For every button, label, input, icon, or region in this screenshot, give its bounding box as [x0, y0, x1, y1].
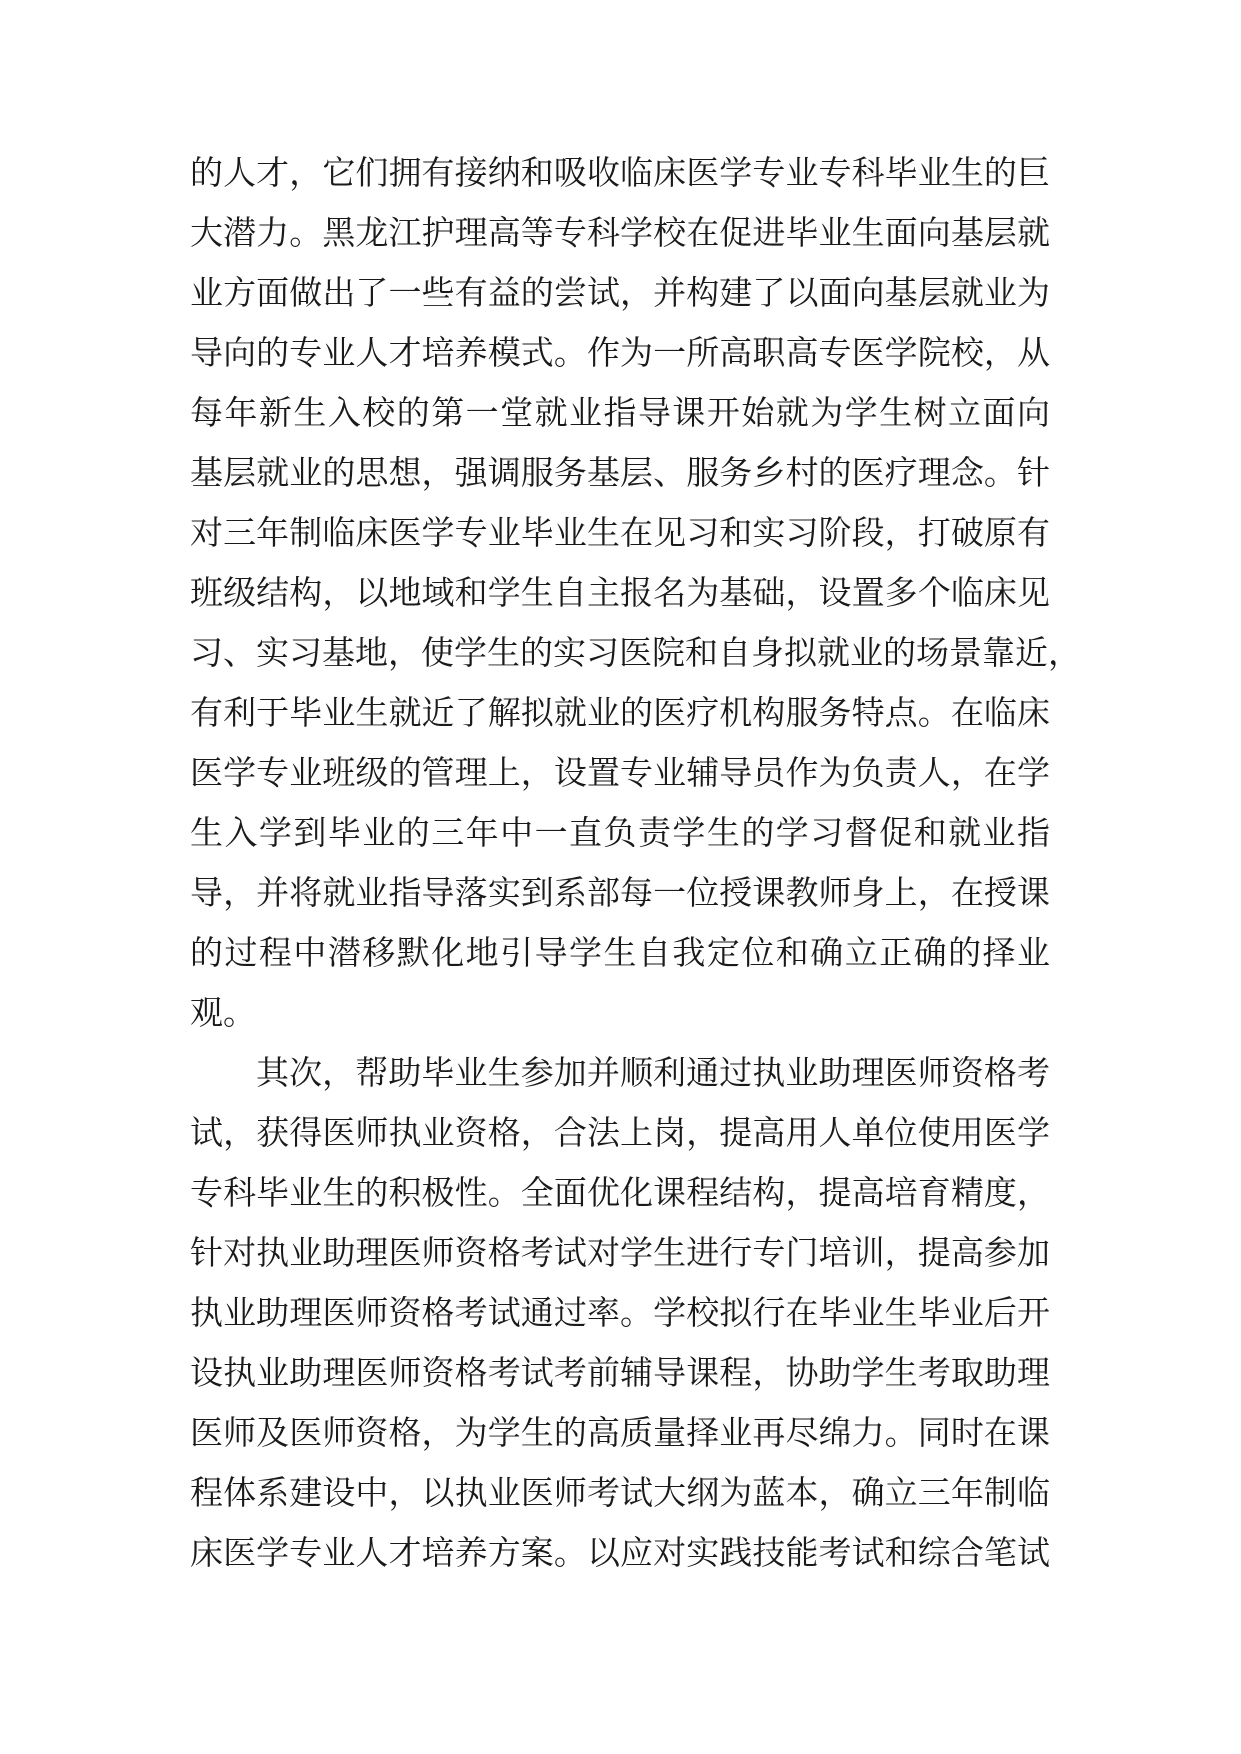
text-line: 执业助理医师资格考试通过率。学校拟行在毕业生毕业后开	[190, 1293, 1050, 1332]
text-line: 医师及医师资格，为学生的高质量择业再尽绵力。同时在课	[190, 1413, 1050, 1452]
text-line: 试，获得医师执业资格，合法上岗，提高用人单位使用医学	[190, 1113, 1050, 1152]
text-line: 程体系建设中，以执业医师考试大纲为蓝本，确立三年制临	[190, 1473, 1050, 1512]
text-line: 其次，帮助毕业生参加并顺利通过执业助理医师资格考	[256, 1053, 1050, 1092]
text-line: 针对执业助理医师资格考试对学生进行专门培训，提高参加	[190, 1233, 1050, 1272]
text-line: 医学专业班级的管理上，设置专业辅导员作为负责人，在学	[190, 753, 1050, 792]
text-line: 业方面做出了一些有益的尝试，并构建了以面向基层就业为	[190, 273, 1050, 312]
text-line: 设执业助理医师资格考试考前辅导课程，协助学生考取助理	[190, 1353, 1050, 1392]
text-line: 习、实习基地，使学生的实习医院和自身拟就业的场景靠近，	[190, 633, 1081, 672]
text-line: 班级结构，以地域和学生自主报名为基础，设置多个临床见	[190, 573, 1050, 612]
text-line: 导，并将就业指导落实到系部每一位授课教师身上，在授课	[190, 873, 1050, 912]
text-line: 观。	[190, 993, 256, 1032]
text-line: 的过程中潜移默化地引导学生自我定位和确立正确的择业	[190, 933, 1050, 972]
text-line: 生入学到毕业的三年中一直负责学生的学习督促和就业指	[190, 813, 1050, 852]
text-line: 有利于毕业生就近了解拟就业的医疗机构服务特点。在临床	[190, 693, 1050, 732]
text-line: 床医学专业人才培养方案。以应对实践技能考试和综合笔试	[190, 1533, 1050, 1572]
text-line: 大潜力。黑龙江护理高等专科学校在促进毕业生面向基层就	[190, 213, 1050, 252]
text-line: 导向的专业人才培养模式。作为一所高职高专医学院校，从	[190, 333, 1050, 372]
text-line: 的人才，它们拥有接纳和吸收临床医学专业专科毕业生的巨	[190, 153, 1050, 192]
text-line: 专科毕业生的积极性。全面优化课程结构，提高培育精度，	[190, 1173, 1050, 1212]
text-line: 对三年制临床医学专业毕业生在见习和实习阶段，打破原有	[190, 513, 1050, 552]
text-line: 基层就业的思想，强调服务基层、服务乡村的医疗理念。针	[190, 453, 1050, 492]
text-line: 每年新生入校的第一堂就业指导课开始就为学生树立面向	[190, 393, 1050, 432]
